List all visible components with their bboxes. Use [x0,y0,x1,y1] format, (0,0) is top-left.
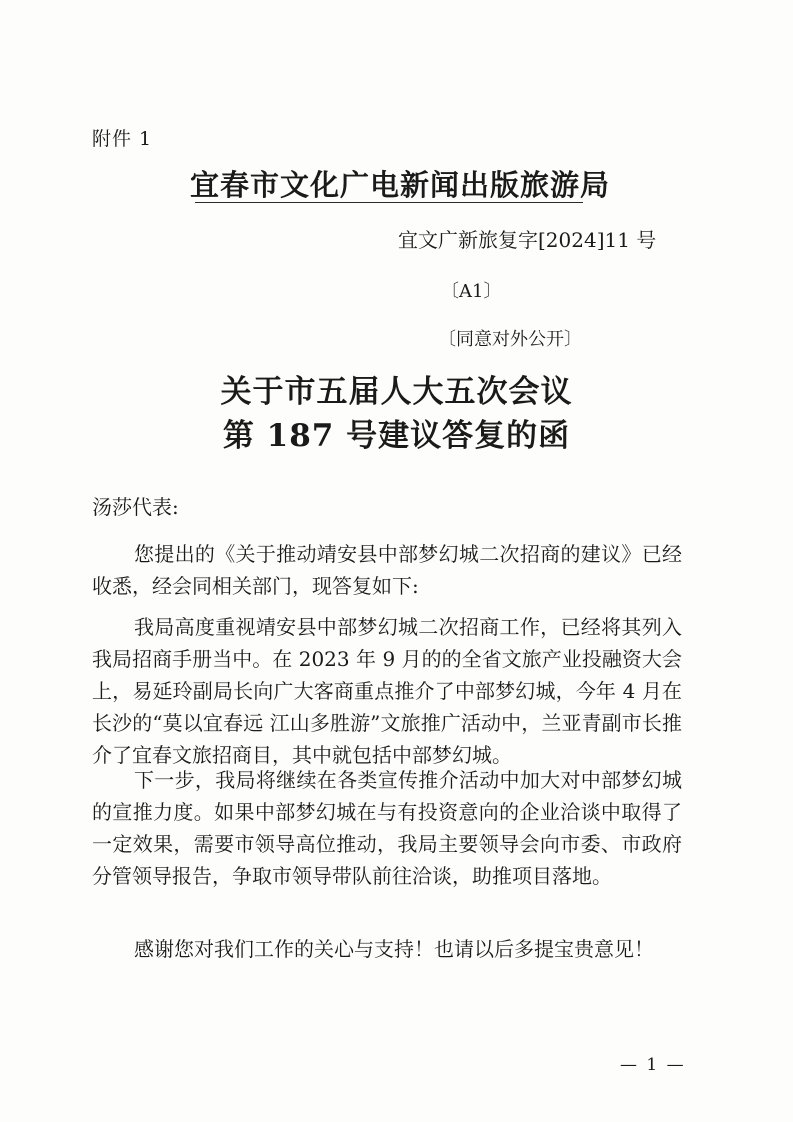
document-title-line-1: 关于市五届人大五次会议 [220,374,573,410]
body-paragraph: 我局高度重视靖安县中部梦幻城二次招商工作，已经将其列入我局招商手册当中。在 2023 年 9 月的的全省文旅产业投融资大会上，易延玲副局长向广大客商重点推介了中部梦幻城，今年 4 月在长沙的“莫以宜春远 江山多胜游”文旅推广活动中，兰亚青副市长推介了宜春文旅招商目，其中就包括中部梦幻城。 [92,615,682,767]
body-paragraph: 下一步，我局将继续在各类宣传推介活动中加大对中部梦幻城的宣推力度。如果中部梦幻城在与有投资意向的企业洽谈中取得了一定效果，需要市领导高位推动，我局主要领导会向市委、市政府分管领导报告，争取市领导带队前往洽谈，助推项目落地。 [92,768,682,888]
attachment-label: 附件 1 [92,128,153,150]
document-number: 宜文广新旅复字[2024]11 号 [398,228,657,252]
body-paragraph: 感谢您对我们工作的关心与支持！也请以后多提宝贵意见！ [134,937,654,961]
classification-level: 〔A1〕 [441,281,502,302]
body-paragraph: 您提出的《关于推动靖安县中部梦幻城二次招商的建议》已经收悉，经会同相关部门，现答复如下: [92,542,682,598]
disclosure-status: 〔同意对外公开〕 [438,329,582,350]
document-title-line-2: 第 187 号建议答复的函 [222,418,571,454]
agency-underline [195,202,583,203]
page-number: — 1 — [620,1055,686,1075]
issuing-agency: 宜春市文化广电新闻出版旅游局 [190,168,611,202]
salutation: 汤莎代表: [92,495,179,519]
